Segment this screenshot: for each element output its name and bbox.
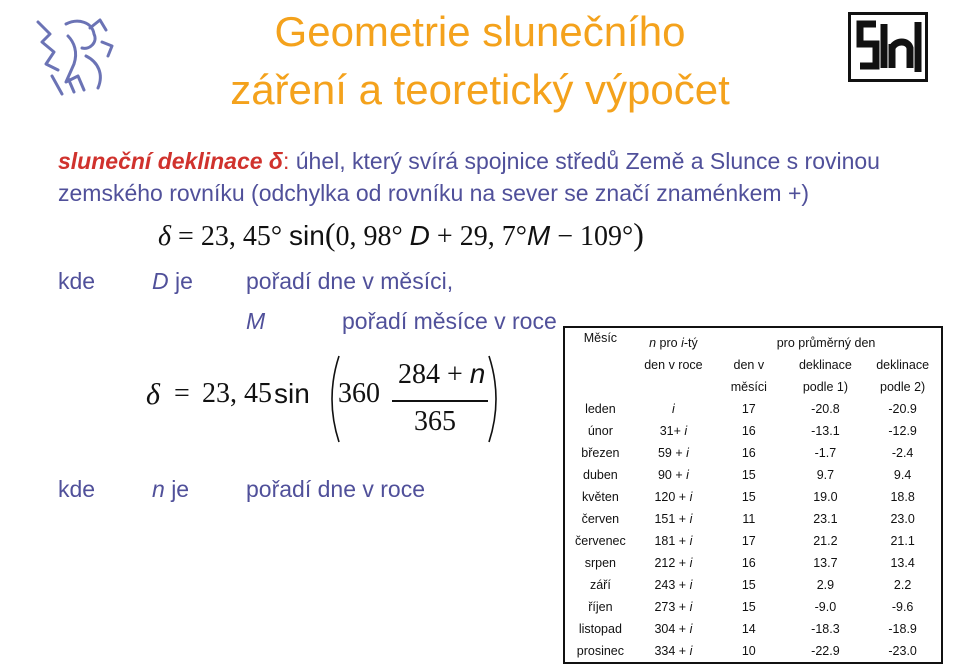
intro-term: sluneční deklinace δ [58,148,283,174]
cell-day: 11 [742,511,756,526]
formula-1 [158,214,644,257]
cell-decl-1: -18.3 [811,621,840,636]
where3-kde: kde [58,476,96,502]
where3-var [152,474,189,504]
cell-decl-2: -12.9 [888,423,917,438]
cell-n-i: i [689,577,693,592]
table-row [564,552,942,574]
cell-n [636,574,711,596]
cell-n-i: i [686,467,689,482]
cell-n-i: i [689,621,693,636]
cell-decl-1: -1.7 [814,445,837,460]
cell-decl-1: -13.1 [811,423,840,438]
cell-decl-2: 9.4 [893,467,912,482]
where1-var [152,266,193,296]
cell-day: 10 [741,643,756,658]
formula2-plus: + [447,359,463,390]
header-n-post: -tý [683,335,698,350]
cell-decl-1: 13.7 [813,555,838,570]
cell-decl-2: -23.0 [888,643,917,658]
cell-month: květen [581,489,619,504]
cell-n-i: i [684,423,688,438]
where2-var: M [246,308,266,334]
table-row [564,486,942,508]
formula2-den: 365 [414,406,456,437]
intro-line1-rest: úhel, který svírá spojnice středů Země a Slunce s rovinou [289,148,880,174]
header-d2-l2: podle 2) [880,379,926,394]
cell-decl-2: 18.8 [890,489,915,504]
cell-n-prefix: 31+ [659,423,685,438]
table-row [564,596,942,618]
cell-n [636,486,711,508]
where1-var-letter: D [152,268,169,294]
cell-decl-2: -9.6 [891,599,914,614]
cell-n-prefix: 212 + [654,555,690,570]
cell-decl-1: -9.0 [814,599,837,614]
cell-month: červen [581,511,620,526]
cell-month: červenec [575,533,626,548]
table-row [564,530,942,552]
table-row [564,420,942,442]
header-n-i: i [681,335,684,350]
table-row [564,464,942,486]
cell-decl-2: -18.9 [888,621,917,636]
formula1-D: D [409,220,430,251]
formula1-c1: 23, 45° [200,221,283,252]
table-row [564,618,942,640]
cell-n [636,530,711,552]
cell-n-i: i [689,489,693,504]
page-title-line2: záření a teoretický výpočet [230,66,730,113]
header-d2-l1: deklinace [876,357,930,372]
cell-n [636,508,711,530]
where3-desc: pořadí dne v roce [246,476,426,502]
cell-decl-1: -22.9 [811,643,840,658]
formula1-plus: + [436,221,453,252]
cell-decl-2: 2.2 [893,577,912,592]
formula1-eq: = [178,221,194,252]
formula-2 [146,352,516,448]
cell-n-prefix: 181 + [654,533,690,548]
formula2-delta: δ [146,378,160,411]
formula2-c2: 360 [338,378,380,409]
formula2-n: n [469,358,486,389]
cell-n [636,420,711,442]
formula1-minus: − [557,221,574,252]
where3-je: je [171,476,190,502]
where1-kde: kde [58,268,96,294]
intro-line1 [58,146,880,176]
cell-n [636,464,711,486]
cell-month: březen [581,445,620,460]
cell-decl-1: 2.9 [816,577,835,592]
cell-decl-1: -20.8 [811,401,840,416]
cell-n-i: i [689,599,693,614]
cell-decl-2: 13.4 [890,555,915,570]
table-row [564,442,942,464]
cell-n-i: i [689,643,693,658]
formula1-sin: sin [289,220,325,251]
cell-n-prefix: 334 + [654,643,690,658]
cell-month: srpen [584,555,617,570]
table-row [564,398,942,420]
cell-day: 15 [741,467,756,482]
header-n-mid: pro [656,335,682,350]
cell-decl-1: 23.1 [813,511,838,526]
table-row [564,640,942,663]
formula2-eq: = [174,378,190,409]
cell-n-prefix: 151 + [654,511,690,526]
cell-n-prefix: 120 + [654,489,690,504]
formula2-sin: sin [274,378,310,409]
cell-n [636,640,711,663]
intro-colon: : [282,148,290,174]
formula2-fraction-bar [392,400,488,402]
formula1-delta: δ [158,221,172,252]
cell-n [636,596,711,618]
cell-n-prefix: 59 + [657,445,687,460]
header-avg-day: pro průměrný den [776,335,876,350]
cell-month: říjen [588,599,613,614]
header-empty [636,376,711,398]
header-d1-l1: deklinace [798,357,852,372]
cell-decl-1: 21.2 [813,533,838,548]
cell-n [636,398,711,420]
formula2-close-paren-icon [486,354,506,444]
cell-day: 15 [741,489,756,504]
cell-decl-2: 21.1 [890,533,915,548]
cell-day: 15 [741,599,756,614]
table-header-row-1 [564,327,942,354]
cell-n-prefix: 243 + [654,577,690,592]
cell-n-i: i [689,555,693,570]
header-n-letter: n [649,335,657,350]
header-n [636,327,711,354]
formula2-num-value: 284 [398,359,440,390]
header-mesic: Měsíc [583,331,618,345]
formula1-c3: 29, 7° [459,221,527,252]
cell-day: 17 [741,401,756,416]
cell-decl-2: -2.4 [891,445,914,460]
table-row [564,508,942,530]
cell-n-i: i [689,511,693,526]
header-n-line2: den v roce [644,357,703,372]
cell-n-i: i [689,533,693,548]
formula1-c4: 109° [580,221,634,252]
where2-desc: pořadí měsíce v roce [342,308,557,334]
cell-n-i: i [686,445,689,460]
cell-n [636,552,711,574]
cell-n [636,442,711,464]
cell-day: 15 [741,577,756,592]
table-row [564,574,942,596]
formula1-M: M [526,220,551,251]
cell-day: 16 [741,445,756,460]
header-den-l2: měsíci [730,379,767,394]
where1-desc: pořadí dne v měsíci, [246,268,454,294]
formula1-c2: 0, 98° [335,221,403,252]
where3-var-letter: n [152,476,165,502]
header-d1-l2: podle 1) [802,379,848,394]
formula1-open: ( [324,216,336,252]
cell-n-i: i [672,401,675,416]
cell-decl-2: -20.9 [888,401,917,416]
cell-month: únor [587,423,613,438]
cell-decl-2: 23.0 [890,511,915,526]
cell-decl-1: 19.0 [813,489,838,504]
declination-table-body [564,327,942,663]
cell-month: listopad [578,621,622,636]
cell-day: 14 [741,621,756,636]
cell-day: 17 [741,533,756,548]
cell-n-prefix: 304 + [654,621,690,636]
intro-line2: zemského rovníku (odchylka od rovníku na sever se značí znaménkem +) [58,180,810,206]
cell-decl-1: 9.7 [816,467,835,482]
page-title-line1: Geometrie slunečního [274,8,686,55]
cell-n-prefix: 90 + [657,467,687,482]
formula2-num [398,358,485,391]
where1-je: je [175,268,193,294]
cell-month: září [589,577,611,592]
cell-day: 16 [741,555,756,570]
cell-n [636,618,711,640]
formula1-close: ) [633,216,644,252]
cell-day: 16 [741,423,756,438]
formula2-c1: 23, 45 [202,378,272,409]
declination-table [563,326,943,664]
cell-n-prefix: 273 + [654,599,690,614]
header-den-l1: den v [733,357,765,372]
cell-month: leden [585,401,616,416]
cell-month: prosinec [576,643,624,658]
cell-month: duben [583,467,618,482]
